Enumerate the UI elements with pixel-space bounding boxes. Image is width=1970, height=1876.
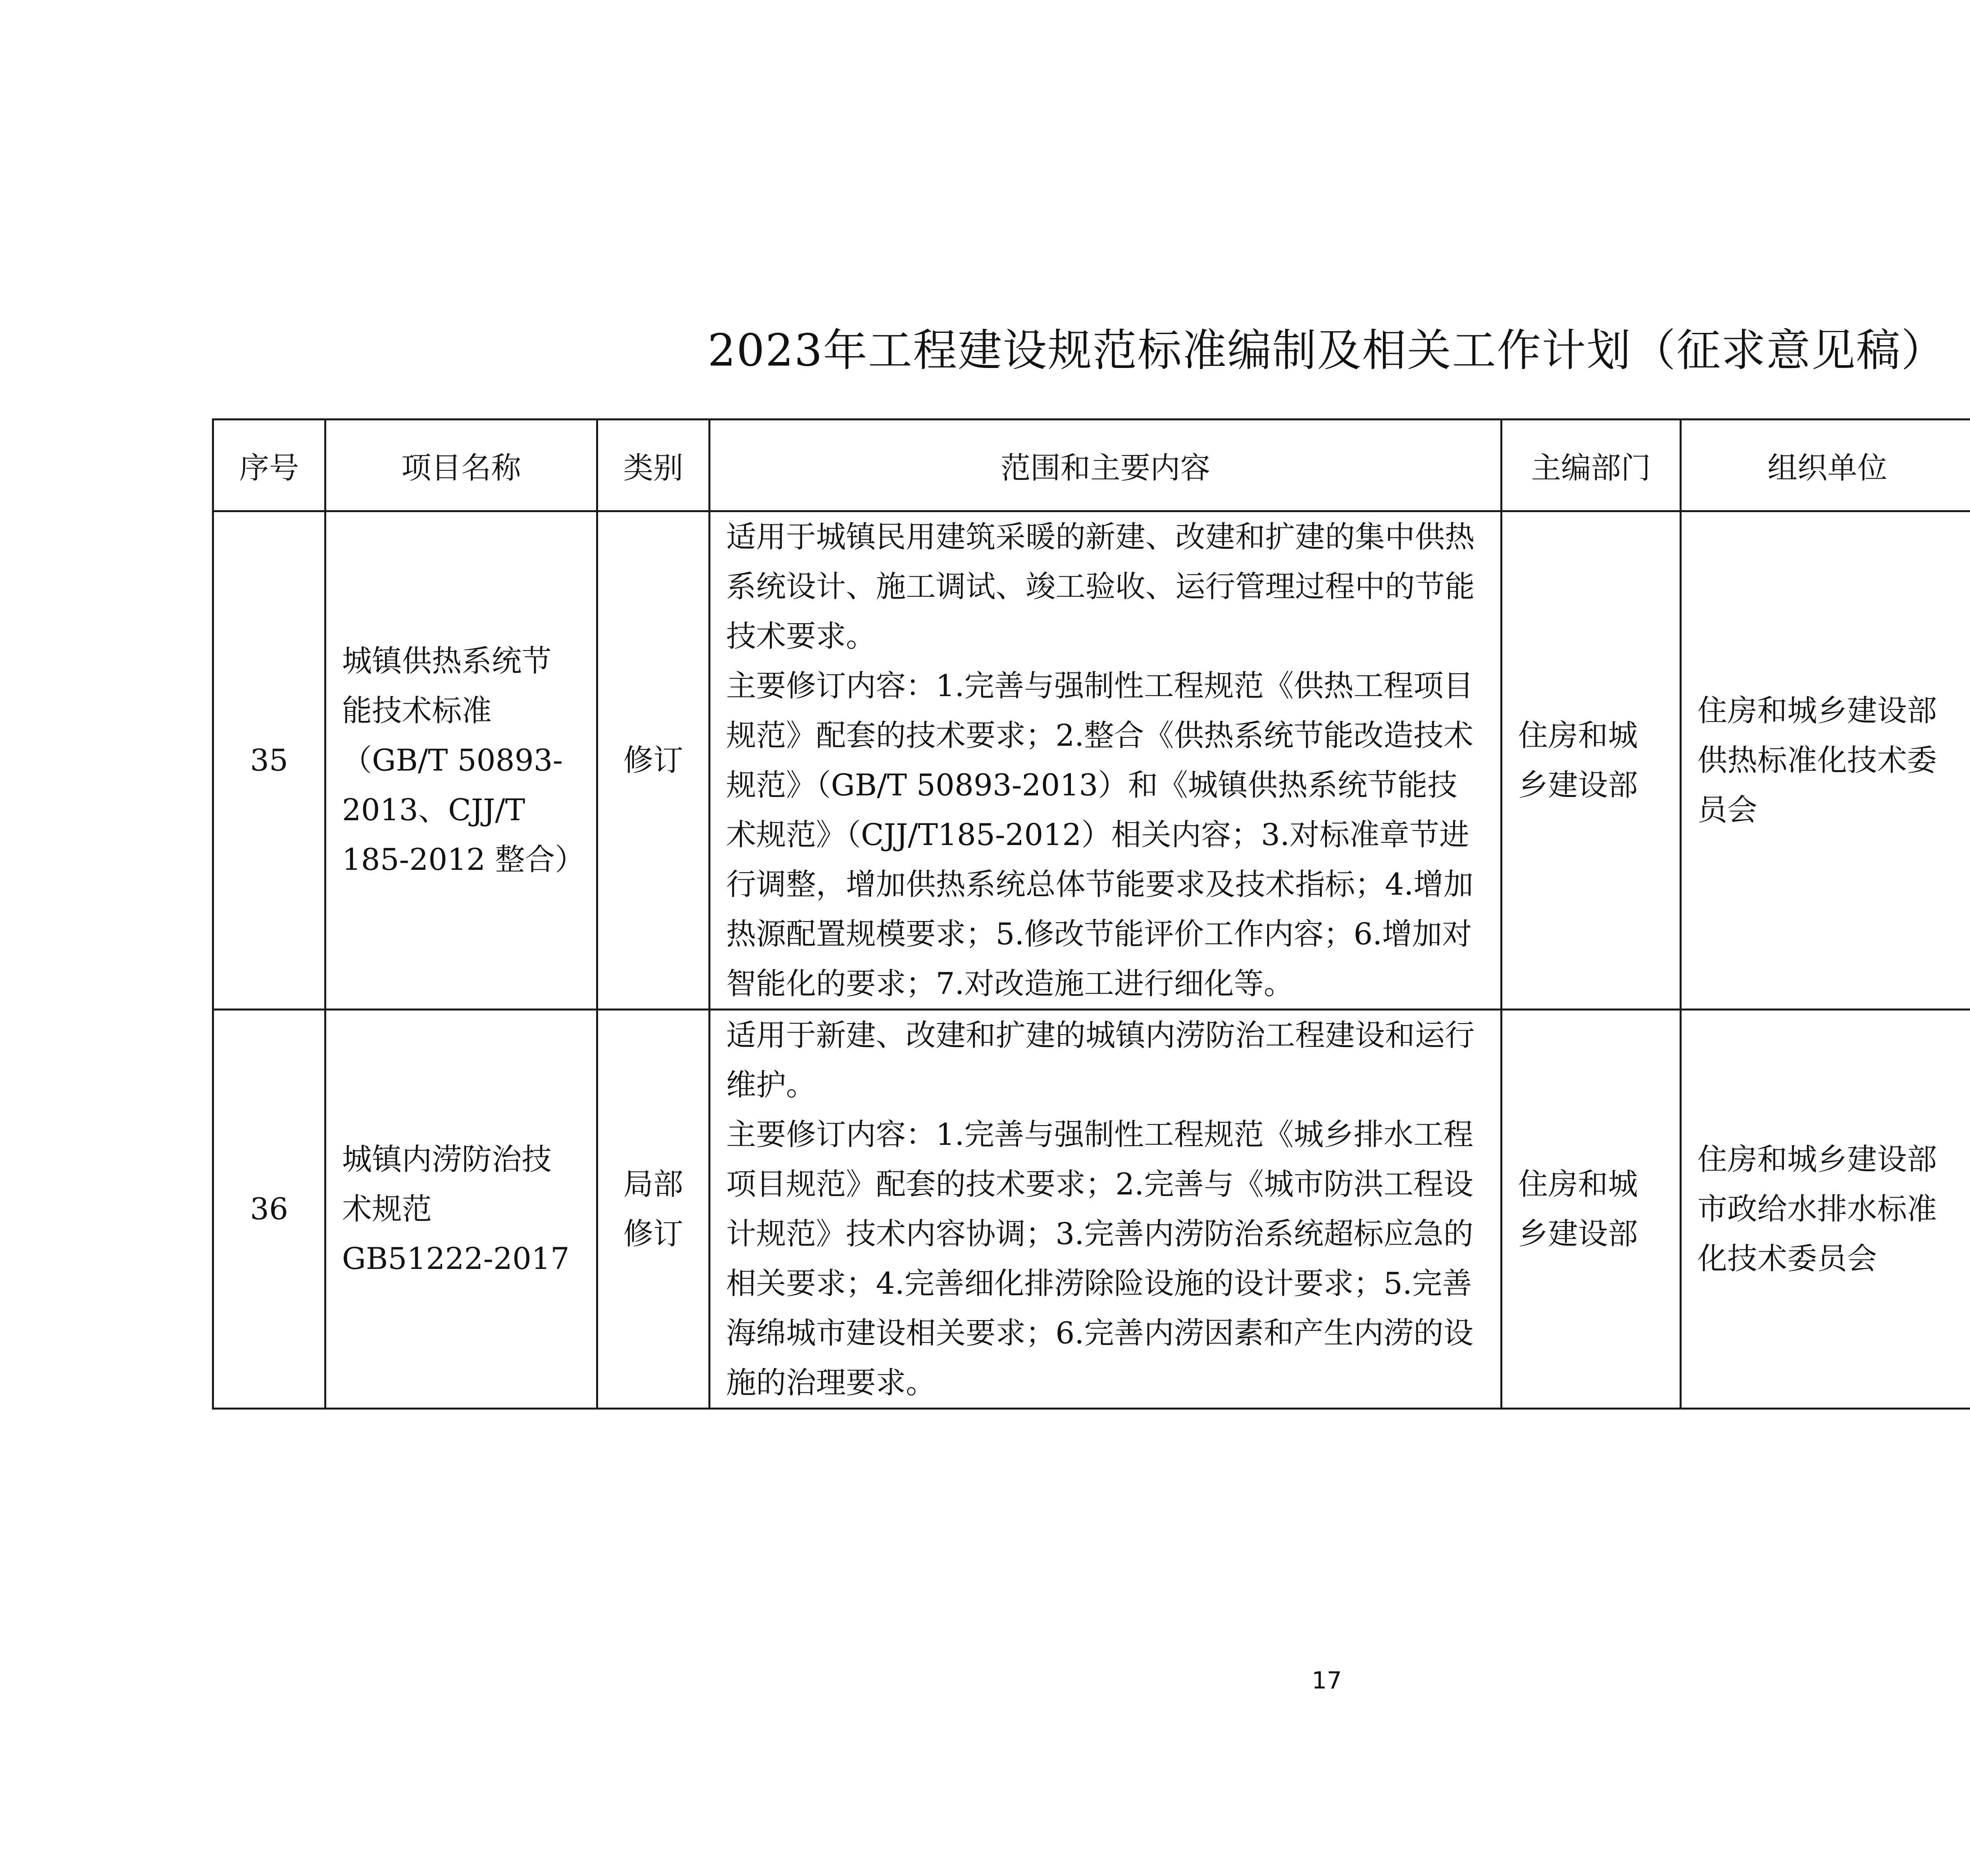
- row-type: 修订: [597, 511, 710, 1010]
- row-org-unit: 住房和城乡建设部市政给水排水标准化技术委员会: [1681, 1010, 1970, 1409]
- row-scope: [710, 511, 1502, 1010]
- header-org-unit: 组织单位: [1681, 420, 1970, 511]
- row-no: 36: [213, 1010, 325, 1409]
- row-no: 35: [213, 511, 325, 1010]
- work-plan-table: [212, 418, 1970, 1410]
- scope-applicability: 适用于城镇民用建筑采暖的新建、改建和扩建的集中供热系统设计、施工调试、竣工验收、运行管理过程中的节能技术要求。: [726, 519, 1475, 654]
- table-row: [213, 511, 1970, 1010]
- table-row: [213, 1010, 1970, 1409]
- scope-revisions: 主要修订内容：1.完善与强制性工程规范《城乡排水工程项目规范》配套的技术要求；2.完善与《城市防洪工程设计规范》技术内容协调；3.完善内涝防治系统超标应急的相关要求；4.完善细化排涝除险设施的设计要求；5.完善海绵城市建设相关要求；6.完善内涝因素和产生内涝的设施的治理要求。: [726, 1117, 1474, 1400]
- row-name: 城镇供热系统节能技术标准（GB/T 50893-2013、CJJ/T 185-2012 整合）: [325, 511, 597, 1010]
- scope-applicability: 适用于新建、改建和扩建的城镇内涝防治工程建设和运行维护。: [726, 1018, 1475, 1102]
- row-name: 城镇内涝防治技术规范 GB51222-2017: [325, 1010, 597, 1409]
- row-lead-dept: 住房和城乡建设部: [1502, 1010, 1681, 1409]
- page-number: 17: [1312, 1667, 1342, 1694]
- header-row: [213, 420, 1970, 511]
- header-lead-dept: 主编部门: [1502, 420, 1681, 511]
- page-title: 2023年工程建设规范标准编制及相关工作计划（征求意见稿）: [707, 325, 1946, 376]
- scope-revisions: 主要修订内容：1.完善与强制性工程规范《供热工程项目规范》配套的技术要求；2.整合《供热系统节能改造技术规范》（GB/T 50893-2013）和《城镇供热系统节能技术规范》（CJJ/T185-2012）相关内容；3.对标准章节进行调整，增加供热系统总体节能要求及技术指标；4.增加热源配置规模要求；5.修改节能评价工作内容；6.增加对智能化的要求；7.对改造施工进行细化等。: [726, 668, 1474, 1001]
- row-lead-dept: 住房和城乡建设部: [1502, 511, 1681, 1010]
- row-scope: [710, 1010, 1502, 1409]
- header-name: 项目名称: [325, 420, 597, 511]
- row-org-unit: 住房和城乡建设部供热标准化技术委员会: [1681, 511, 1970, 1010]
- header-type: 类别: [597, 420, 710, 511]
- header-no: 序号: [213, 420, 325, 511]
- row-type: 局部修订: [597, 1010, 710, 1409]
- header-scope: 范围和主要内容: [710, 420, 1502, 511]
